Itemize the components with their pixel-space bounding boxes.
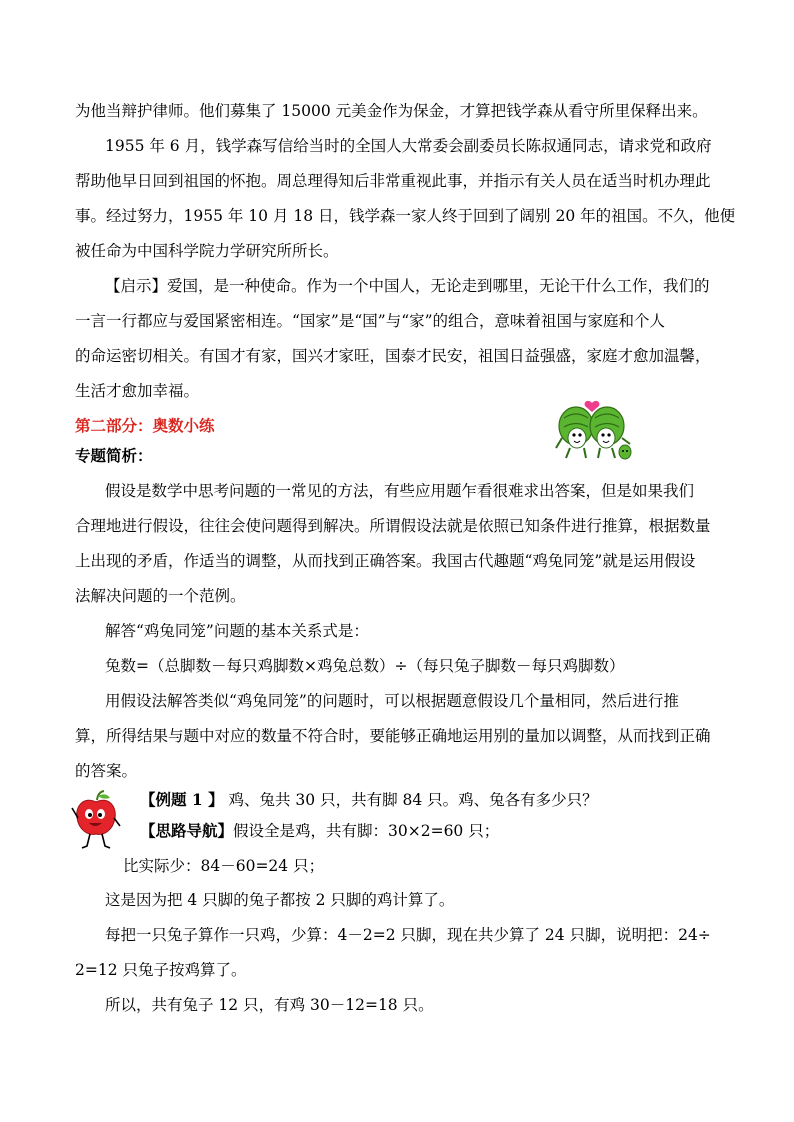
- guide-text: 假设全是鸡，共有脚：30×2=60 只；: [233, 822, 500, 840]
- topic-heading: 专题简析：: [75, 446, 153, 465]
- example-question: 鸡、兔共 30 只，共有脚 84 只。鸡、兔各有多少只？: [223, 791, 598, 809]
- apple-mascot-icon: [70, 790, 122, 852]
- inspiration-line: 一言一行都应与爱国紧密相连。“国家”是“国”与“家”的组合，意味着祖国与家庭和个人: [75, 312, 666, 330]
- section-title: 第二部分：奥数小练: [75, 416, 215, 435]
- story-line: 被任命为中国科学院力学研究所所长。: [75, 242, 339, 260]
- solution-line: 每把一只兔子算作一只鸡，少算：4－2=2 只脚，现在共少算了 24 只脚，说明把：24÷: [105, 926, 711, 944]
- example-question-line: [140, 790, 598, 810]
- method-line: 用假设法解答类似“鸡兔同笼”的问题时，可以根据题意假设几个量相同，然后进行推: [105, 692, 679, 710]
- inspiration-line: 生活才愈加幸福。: [75, 382, 200, 400]
- method-line: 的答案。: [75, 762, 138, 780]
- guide-line: [140, 821, 499, 841]
- method-line: 算，所得结果与题中对应的数量不符合时，要能够正确地运用别的量加以调整，从而找到正确: [75, 727, 711, 745]
- example-tag: 【例题 1 】: [140, 790, 224, 809]
- analysis-line: 假设是数学中思考问题的一常见的方法，有些应用题乍看很难求出答案，但是如果我们: [105, 482, 695, 500]
- analysis-line: 法解决问题的一个范例。: [75, 587, 246, 605]
- solution-line: 这是因为把 4 只脚的兔子都按 2 只脚的鸡计算了。: [105, 891, 455, 909]
- story-line: 1955 年 6 月，钱学森写信给当时的全国人大常委会副委员长陈叔通同志，请求党和政府: [105, 137, 712, 155]
- melon-mascot-icon: [552, 400, 636, 462]
- analysis-line: 上出现的矛盾，作适当的调整，从而找到正确答案。我国古代趣题“鸡兔同笼”就是运用假设: [75, 552, 696, 570]
- solution-line: 所以，共有兔子 12 只，有鸡 30－12=18 只。: [105, 996, 434, 1014]
- formula: 兔数=（总脚数－每只鸡脚数×鸡兔总数）÷（每只兔子脚数－每只鸡脚数）: [105, 657, 625, 675]
- solution-line: 2=12 只兔子按鸡算了。: [75, 961, 247, 979]
- inspiration-line: 的命运密切相关。有国才有家，国兴才家旺，国泰才民安，祖国日益强盛，家庭才愈加温馨，: [75, 347, 711, 365]
- guide-tag: 【思路导航】: [140, 821, 234, 840]
- story-line: 为他当辩护律师。他们募集了 15000 元美金作为保金，才算把钱学森从看守所里保释出来。: [75, 102, 708, 120]
- inspiration-text: 爱国，是一种使命。作为一个中国人，无论走到哪里，无论干什么工作，我们的: [167, 277, 710, 295]
- inspiration-line: [105, 276, 710, 296]
- analysis-line: 合理地进行假设，往往会使问题得到解决。所谓假设法就是依照已知条件进行推算，根据数量: [75, 517, 711, 535]
- relation-intro: 解答“鸡兔同笼”问题的基本关系式是：: [105, 622, 369, 640]
- inspiration-tag: 【启示】: [105, 277, 168, 295]
- solution-line: 比实际少：84－60=24 只；: [123, 857, 325, 875]
- story-line: 帮助他早日回到祖国的怀抱。周总理得知后非常重视此事，并指示有关人员在适当时机办理此: [75, 172, 711, 190]
- story-line: 事。经过努力，1955 年 10 月 18 日，钱学森一家人终于回到了阔别 20 年的祖国。不久，他便: [75, 207, 736, 225]
